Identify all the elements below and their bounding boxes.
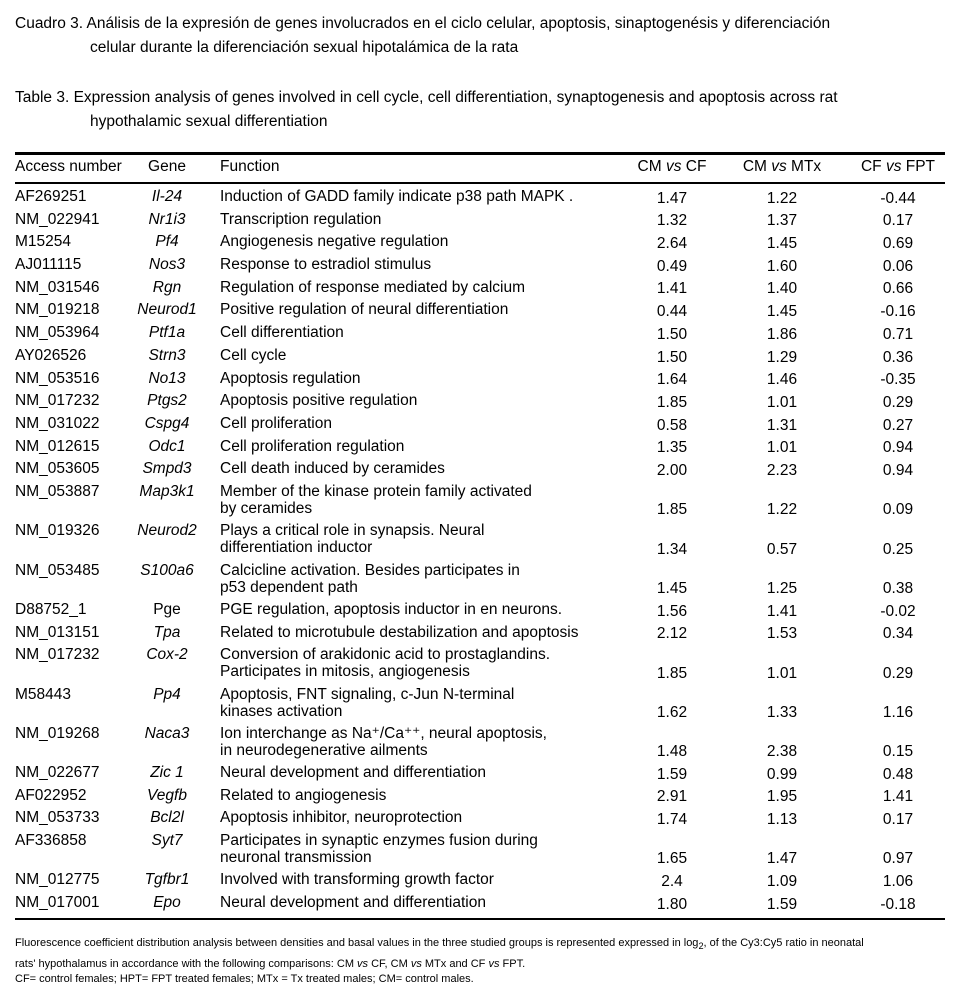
cell-cm-vs-mtx: 1.01 xyxy=(766,393,798,411)
table-row xyxy=(0,458,959,481)
table-row xyxy=(0,368,959,391)
table-top-rule xyxy=(15,152,945,155)
table-row xyxy=(0,869,959,892)
cell-function xyxy=(220,725,547,759)
footnote-text-d: CF, CM xyxy=(368,958,411,971)
cell-function-line: Calcicline activation. Besides participates in xyxy=(220,561,520,579)
cell-gene: S100a6 xyxy=(140,561,194,579)
cell-cm-vs-cf: 1.50 xyxy=(656,348,688,366)
footnote-abbreviations: CF= control females; HPT= FPT treated females; MTx = Tx treated males; CM= control males. xyxy=(15,973,474,985)
table-row xyxy=(0,209,959,232)
cell-function xyxy=(220,279,525,296)
cell-gene: Smpd3 xyxy=(142,460,192,478)
cell-cm-vs-mtx: 1.31 xyxy=(766,416,798,434)
footnote-vs-1: vs xyxy=(357,958,369,971)
cell-cf-vs-fpt: 0.66 xyxy=(882,280,914,298)
table-row xyxy=(0,254,959,277)
caption-spanish-line1: Cuadro 3. Análisis de la expresión de genes involucrados en el ciclo celular, apoptosis, sinaptogenésis y diferenciación xyxy=(15,15,831,32)
cell-cm-vs-mtx: 1.09 xyxy=(766,873,798,891)
cell-cm-vs-mtx: 0.99 xyxy=(766,765,798,783)
cell-cf-vs-fpt: 0.38 xyxy=(882,579,914,597)
cell-access-number: NM_022941 xyxy=(15,210,100,228)
cell-cm-vs-cf: 1.80 xyxy=(656,895,688,913)
cell-function xyxy=(220,764,486,781)
table-row xyxy=(0,390,959,413)
cell-cm-vs-mtx: 1.60 xyxy=(766,257,798,275)
cell-gene: Epo xyxy=(153,894,181,912)
cell-function-line: in neurodegenerative ailments xyxy=(220,741,428,759)
cell-cm-vs-mtx: 1.47 xyxy=(766,850,798,868)
cell-gene: Tgfbr1 xyxy=(144,871,190,889)
cell-function xyxy=(220,601,562,618)
cell-access-number: AJ011115 xyxy=(15,256,82,274)
cell-access-number: NM_022677 xyxy=(15,764,100,782)
cell-gene: Pp4 xyxy=(153,685,181,703)
cell-function-line: Plays a critical role in synapsis. Neural xyxy=(220,522,485,540)
cell-cm-vs-cf: 1.47 xyxy=(656,189,688,207)
footnote-text-f: FPT. xyxy=(499,958,526,971)
cell-cm-vs-cf: 1.64 xyxy=(656,371,688,389)
cell-function-line: Participates in mitosis, angiogenesis xyxy=(220,663,470,681)
caption-english xyxy=(15,86,947,134)
header-cm-vs-mtx-vs: vs xyxy=(771,158,787,175)
cell-cm-vs-cf: 2.64 xyxy=(656,235,688,253)
cell-gene: Neurod2 xyxy=(137,522,197,540)
cell-cm-vs-mtx: 1.29 xyxy=(766,348,798,366)
cell-gene: Strn3 xyxy=(148,346,186,364)
table-row xyxy=(0,436,959,459)
cell-gene: Zic 1 xyxy=(150,764,184,782)
cell-cm-vs-cf: 1.32 xyxy=(656,212,688,230)
cell-access-number: NM_019326 xyxy=(15,522,100,540)
cell-cf-vs-fpt: 0.48 xyxy=(882,765,914,783)
cell-function-line: Apoptosis regulation xyxy=(220,369,361,387)
cell-access-number: NM_031022 xyxy=(15,414,100,432)
cell-gene: No13 xyxy=(148,369,186,387)
cell-function xyxy=(220,522,484,556)
cell-cm-vs-cf: 2.4 xyxy=(661,873,683,891)
cell-gene: Odc1 xyxy=(148,437,186,455)
cell-function-line: neuronal transmission xyxy=(220,849,372,867)
cell-access-number: NM_053485 xyxy=(15,561,100,579)
cell-cm-vs-cf: 1.59 xyxy=(656,765,688,783)
cell-cf-vs-fpt: 0.27 xyxy=(882,416,914,434)
cell-cf-vs-fpt: 0.29 xyxy=(882,664,914,682)
cell-cm-vs-mtx: 1.37 xyxy=(766,212,798,230)
cell-function-line: by ceramides xyxy=(220,499,313,517)
cell-function xyxy=(220,787,386,804)
cell-gene: Ptgs2 xyxy=(147,392,187,410)
cell-cm-vs-cf: 2.12 xyxy=(656,625,688,643)
cell-cm-vs-mtx: 1.53 xyxy=(766,625,798,643)
cell-cf-vs-fpt: -0.35 xyxy=(880,371,916,389)
cell-function xyxy=(220,211,381,228)
table-header-rule xyxy=(15,182,945,184)
cell-function xyxy=(220,460,445,477)
cell-gene: Il-24 xyxy=(151,188,183,205)
cell-cm-vs-cf: 1.41 xyxy=(656,280,688,298)
cell-gene: Neurod1 xyxy=(137,301,197,319)
cell-function-line: Regulation of response mediated by calcium xyxy=(220,278,526,296)
cell-cm-vs-cf: 2.91 xyxy=(656,788,688,806)
footnote-text-b: , of the Cy3:Cy5 ratio in neonatal xyxy=(703,937,864,949)
cell-cm-vs-mtx: 1.45 xyxy=(766,235,798,253)
cell-function-line: Related to microtubule destabilization and apoptosis xyxy=(220,623,579,641)
header-cm-vs-cf-vs: vs xyxy=(665,158,682,175)
table-row xyxy=(0,807,959,830)
cell-gene: Map3k1 xyxy=(139,482,195,500)
cell-function-line: kinases activation xyxy=(220,702,343,720)
cell-function-line: Neural development and differentiation xyxy=(220,764,486,782)
cell-cf-vs-fpt: -0.02 xyxy=(880,602,916,620)
cell-function-line: Cell proliferation xyxy=(220,414,332,432)
caption-spanish-line2: celular durante la diferenciación sexual hipotalámica de la rata xyxy=(90,39,519,56)
cell-cm-vs-mtx: 2.38 xyxy=(766,743,798,761)
cell-cm-vs-cf: 1.62 xyxy=(656,703,688,721)
table-row xyxy=(0,892,959,915)
footnote-vs-2: vs xyxy=(410,958,422,971)
header-cf-vs-fpt-vs: vs xyxy=(885,158,902,175)
table-row xyxy=(0,413,959,436)
cell-access-number: D88752_1 xyxy=(15,600,87,618)
cell-cf-vs-fpt: 0.15 xyxy=(882,743,914,761)
cell-cm-vs-mtx: 1.25 xyxy=(766,579,798,597)
cell-gene: Tpa xyxy=(153,623,181,641)
table-row xyxy=(0,785,959,808)
cell-access-number: NM_031546 xyxy=(15,278,100,296)
cell-access-number: AF269251 xyxy=(15,188,87,205)
cell-function-line: Transcription regulation xyxy=(220,210,382,228)
cell-cm-vs-mtx: 2.23 xyxy=(766,461,798,479)
cell-cm-vs-mtx: 1.01 xyxy=(766,664,798,682)
cell-gene: Pf4 xyxy=(155,233,179,251)
cell-function xyxy=(220,871,494,888)
cell-cm-vs-cf: 1.45 xyxy=(656,579,688,597)
table-row xyxy=(0,231,959,254)
cell-cm-vs-cf: 1.50 xyxy=(656,325,688,343)
cell-function-line: Cell differentiation xyxy=(220,324,344,342)
cell-cm-vs-mtx: 1.22 xyxy=(766,189,798,207)
cell-gene: Syt7 xyxy=(151,832,183,850)
cell-function-line: Involved with transforming growth factor xyxy=(220,871,494,889)
table-row xyxy=(0,599,959,622)
header-gene: Gene xyxy=(148,158,186,175)
header-function: Function xyxy=(220,158,280,175)
cell-function-line: differentiation inductor xyxy=(220,539,373,557)
cell-cm-vs-cf: 0.44 xyxy=(656,303,688,321)
footnote-text-a: Fluorescence coefficient distribution analysis between densities and basal values in the three studied groups is represented expressed in log xyxy=(15,937,699,949)
cell-access-number: AY026526 xyxy=(15,346,87,364)
cell-function xyxy=(220,809,462,826)
cell-function-line: Induction of GADD family indicate p38 path MAPK . xyxy=(220,188,574,205)
cell-cm-vs-mtx: 1.41 xyxy=(766,602,798,620)
cell-cf-vs-fpt: 0.25 xyxy=(882,540,914,558)
footnote-text-e: MTx and CF xyxy=(421,958,489,971)
cell-access-number: AF022952 xyxy=(15,786,87,804)
table-row xyxy=(0,277,959,300)
cell-cm-vs-mtx: 1.01 xyxy=(766,439,798,457)
header-cf-vs-fpt xyxy=(850,158,946,176)
header-cm-vs-mtx-part2: MTx xyxy=(786,158,822,175)
header-cm-vs-mtx-part1: CM xyxy=(742,158,772,175)
table-row xyxy=(0,622,959,645)
header-cm-vs-cf xyxy=(628,158,716,176)
table-row xyxy=(0,762,959,785)
table-row xyxy=(0,723,959,762)
cell-cm-vs-cf: 1.35 xyxy=(656,439,688,457)
cell-function-line: Ion interchange as Na⁺/Ca⁺⁺, neural apoptosis, xyxy=(220,724,547,742)
cell-function xyxy=(220,438,404,455)
table-row xyxy=(0,299,959,322)
table-bottom-rule xyxy=(15,918,945,920)
cell-cm-vs-mtx: 1.33 xyxy=(766,703,798,721)
cell-function-line: Apoptosis positive regulation xyxy=(220,392,418,410)
cell-cm-vs-cf: 2.00 xyxy=(656,461,688,479)
cell-gene: Cox-2 xyxy=(146,646,188,664)
cell-cm-vs-cf: 1.34 xyxy=(656,540,688,558)
cell-cf-vs-fpt: 0.06 xyxy=(882,257,914,275)
cell-access-number: M15254 xyxy=(15,233,72,251)
caption-english-line2: hypothalamic sexual differentiation xyxy=(90,113,328,130)
cell-gene: Nos3 xyxy=(148,256,186,274)
caption-spanish xyxy=(15,12,947,60)
cell-function xyxy=(220,188,573,205)
cell-function-line: PGE regulation, apoptosis inductor in en neurons. xyxy=(220,600,563,618)
cell-function-line: Apoptosis inhibitor, neuroprotection xyxy=(220,809,463,827)
cell-cf-vs-fpt: 0.34 xyxy=(882,625,914,643)
cell-function xyxy=(220,562,520,596)
cell-function xyxy=(220,256,431,273)
cell-function-line: Member of the kinase protein family activated xyxy=(220,482,532,500)
cell-function xyxy=(220,324,344,341)
cell-function xyxy=(220,894,486,911)
caption-english-line1: Table 3. Expression analysis of genes involved in cell cycle, cell differentiation, synaptogenesis and apoptosis across rat xyxy=(15,89,838,106)
table-body xyxy=(0,186,959,915)
cell-access-number: NM_053605 xyxy=(15,460,100,478)
cell-cf-vs-fpt: 1.41 xyxy=(882,788,914,806)
cell-cf-vs-fpt: -0.18 xyxy=(880,895,916,913)
cell-access-number: NM_019268 xyxy=(15,724,100,742)
cell-cm-vs-mtx: 1.13 xyxy=(766,811,798,829)
cell-cf-vs-fpt: 0.71 xyxy=(882,325,914,343)
header-cf-vs-fpt-part2: FPT xyxy=(901,158,936,175)
cell-cf-vs-fpt: 0.09 xyxy=(882,501,914,519)
cell-access-number: NM_013151 xyxy=(15,623,100,641)
cell-function-line: Cell death induced by ceramides xyxy=(220,460,445,478)
cell-function-line: Neural development and differentiation xyxy=(220,894,486,912)
cell-function xyxy=(220,646,550,680)
header-cm-vs-cf-part2: CF xyxy=(681,158,707,175)
table-row xyxy=(0,830,959,869)
cell-function xyxy=(220,832,538,866)
cell-cf-vs-fpt: 0.29 xyxy=(882,393,914,411)
cell-cm-vs-cf: 0.58 xyxy=(656,416,688,434)
cell-function-line: Related to angiogenesis xyxy=(220,786,387,804)
cell-gene: Vegfb xyxy=(147,786,187,804)
cell-cm-vs-mtx: 1.46 xyxy=(766,371,798,389)
cell-cf-vs-fpt: 0.94 xyxy=(882,461,914,479)
cell-function-line: Cell cycle xyxy=(220,346,287,364)
cell-access-number: M58443 xyxy=(15,685,72,703)
cell-access-number: AF336858 xyxy=(15,832,87,850)
cell-function-line: p53 dependent path xyxy=(220,578,358,596)
cell-cm-vs-cf: 1.85 xyxy=(656,393,688,411)
cell-function xyxy=(220,392,417,409)
cell-access-number: NM_012775 xyxy=(15,871,100,889)
table-row xyxy=(0,345,959,368)
cell-cf-vs-fpt: 1.16 xyxy=(882,703,914,721)
cell-function xyxy=(220,233,448,250)
table-row xyxy=(0,186,959,209)
cell-cm-vs-cf: 1.48 xyxy=(656,743,688,761)
cell-access-number: NM_017001 xyxy=(15,894,100,912)
cell-cf-vs-fpt: 0.17 xyxy=(882,811,914,829)
cell-function-line: Positive regulation of neural differentiation xyxy=(220,301,509,319)
cell-access-number: NM_017232 xyxy=(15,646,100,664)
cell-cm-vs-mtx: 0.57 xyxy=(766,540,798,558)
cell-cf-vs-fpt: -0.44 xyxy=(880,189,916,207)
cell-cm-vs-mtx: 1.86 xyxy=(766,325,798,343)
cell-access-number: NM_053516 xyxy=(15,369,100,387)
table-row xyxy=(0,322,959,345)
header-cm-vs-mtx xyxy=(738,158,826,176)
footnote-log-subscript: 2 xyxy=(698,941,704,952)
cell-gene: Nr1i3 xyxy=(148,210,186,228)
table-row xyxy=(0,684,959,723)
cell-cf-vs-fpt: 0.97 xyxy=(882,850,914,868)
cell-cf-vs-fpt: 0.36 xyxy=(882,348,914,366)
cell-function-line: Conversion of arakidonic acid to prostaglandins. xyxy=(220,646,550,664)
cell-gene: Bcl2l xyxy=(150,809,184,827)
header-cm-vs-cf-part1: CM xyxy=(637,158,666,175)
cell-gene: Cspg4 xyxy=(144,414,190,432)
cell-cm-vs-cf: 0.49 xyxy=(656,257,688,275)
cell-cf-vs-fpt: 0.94 xyxy=(882,439,914,457)
cell-access-number: NM_053887 xyxy=(15,482,100,500)
table-row xyxy=(0,560,959,599)
header-access-number: Access number xyxy=(15,158,122,175)
cell-cf-vs-fpt: -0.16 xyxy=(880,303,916,321)
cell-cm-vs-cf: 1.85 xyxy=(656,501,688,519)
cell-function xyxy=(220,483,532,517)
cell-gene: Rgn xyxy=(152,278,182,296)
cell-function-line: Cell proliferation regulation xyxy=(220,437,405,455)
cell-function xyxy=(220,624,578,641)
cell-cm-vs-mtx: 1.22 xyxy=(766,501,798,519)
footnote-vs-3: vs xyxy=(488,958,500,971)
cell-cm-vs-cf: 1.74 xyxy=(656,811,688,829)
cell-function-line: Apoptosis, FNT signaling, c-Jun N-terminal xyxy=(220,685,515,703)
cell-function xyxy=(220,415,332,432)
table-row xyxy=(0,520,959,559)
cell-access-number: NM_053964 xyxy=(15,324,100,342)
cell-function xyxy=(220,686,514,720)
cell-cm-vs-mtx: 1.45 xyxy=(766,303,798,321)
cell-cf-vs-fpt: 0.17 xyxy=(882,212,914,230)
cell-cm-vs-mtx: 1.59 xyxy=(766,895,798,913)
footnote-comparisons xyxy=(15,934,949,973)
cell-function xyxy=(220,347,286,364)
cell-cm-vs-mtx: 1.95 xyxy=(766,788,798,806)
cell-cm-vs-cf: 1.56 xyxy=(656,602,688,620)
cell-access-number: NM_053733 xyxy=(15,809,100,827)
cell-function-line: Response to estradiol stimulus xyxy=(220,256,432,274)
cell-cf-vs-fpt: 1.06 xyxy=(882,873,914,891)
cell-cm-vs-cf: 1.65 xyxy=(656,850,688,868)
header-cf-vs-fpt-part1: CF xyxy=(860,158,886,175)
cell-access-number: NM_017232 xyxy=(15,392,100,410)
cell-gene: Ptf1a xyxy=(148,324,186,342)
cell-function-line: Angiogenesis negative regulation xyxy=(220,233,449,251)
cell-function xyxy=(220,301,508,318)
table-row xyxy=(0,644,959,683)
cell-function xyxy=(220,370,360,387)
footnote-text-c: rats' hypothalamus in accordance with the following comparisons: CM xyxy=(15,958,358,971)
cell-cm-vs-cf: 1.85 xyxy=(656,664,688,682)
cell-access-number: NM_019218 xyxy=(15,301,100,319)
cell-function-line: Participates in synaptic enzymes fusion during xyxy=(220,832,538,850)
table-row xyxy=(0,481,959,520)
cell-gene: Pge xyxy=(153,600,181,618)
cell-access-number: NM_012615 xyxy=(15,437,100,455)
cell-cf-vs-fpt: 0.69 xyxy=(882,235,914,253)
cell-gene: Naca3 xyxy=(144,724,190,742)
cell-cm-vs-mtx: 1.40 xyxy=(766,280,798,298)
